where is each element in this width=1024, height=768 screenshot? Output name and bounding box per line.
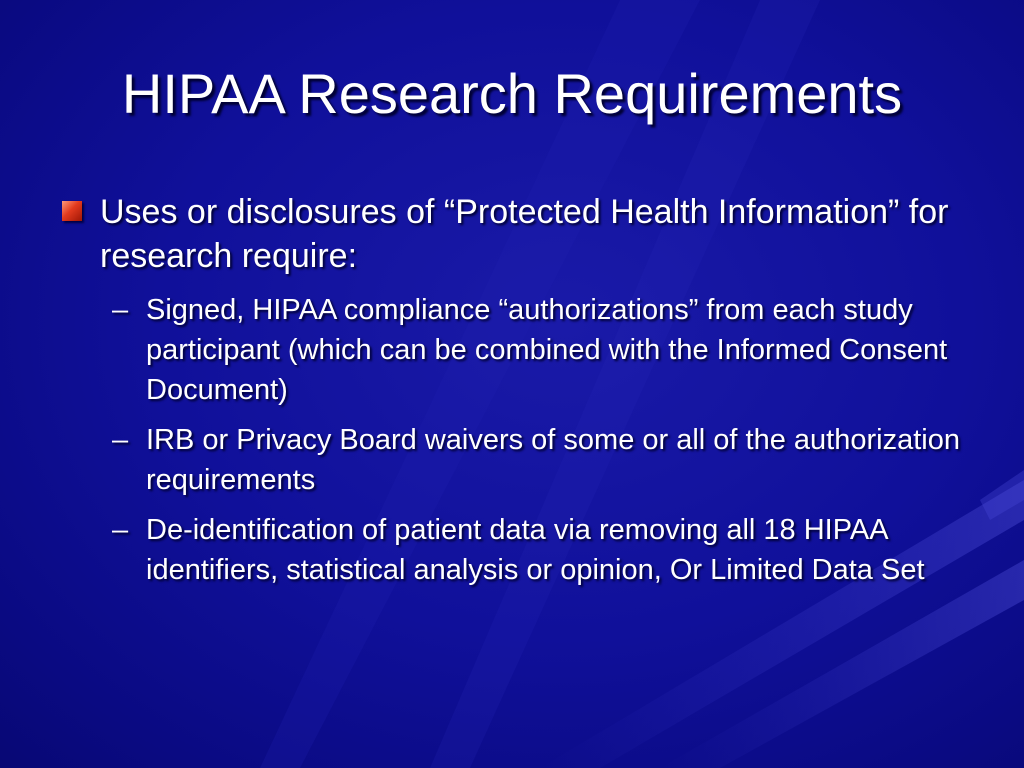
dash-bullet-icon: – [112, 294, 129, 326]
dash-bullet-icon: – [112, 514, 129, 546]
sub-bullet-item [112, 420, 982, 500]
sub-bullet-item [112, 290, 982, 410]
sub-bullet-item [112, 510, 982, 590]
slide-title: HIPAA Research Requirements [121, 62, 903, 125]
sub-bullet-list [112, 290, 982, 600]
square-bullet-icon [62, 201, 82, 221]
sub-bullet-text: De-identification of patient data via removing all 18 HIPAA identifiers, statistical analysis or opinion, Or Limited Data Set [146, 514, 925, 586]
sub-bullet-text: IRB or Privacy Board waivers of some or all of the authorization requirements [146, 424, 960, 496]
sub-bullet-text: Signed, HIPAA compliance “authorizations” from each study participant (which can be combined with the Informed Consent Document) [146, 294, 948, 406]
main-bullet-text: Uses or disclosures of “Protected Health Information” for research require: [100, 193, 949, 275]
dash-bullet-icon: – [112, 424, 129, 456]
